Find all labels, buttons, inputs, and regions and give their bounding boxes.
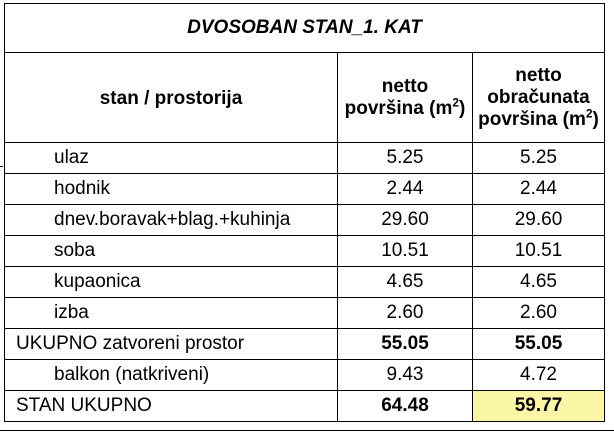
subtotal-calc-cell[interactable]: 55.05 <box>473 329 605 360</box>
calc-cell[interactable]: 4.65 <box>473 267 605 298</box>
header-netto-line2: površina (m <box>344 97 453 119</box>
calc-cell[interactable]: 2.44 <box>473 174 605 205</box>
grand-total-netto-cell[interactable]: 64.48 <box>338 391 473 422</box>
netto-cell[interactable]: 5.25 <box>338 143 473 174</box>
header-calc-line3: površina (m <box>478 108 586 130</box>
table-row <box>5 174 605 205</box>
table-title-row <box>5 4 605 53</box>
header-calc-close: ) <box>592 108 599 130</box>
subtotal-row <box>5 329 605 360</box>
header-netto-area[interactable] <box>338 53 473 143</box>
header-calc-line2: obračunata <box>487 86 590 108</box>
netto-cell[interactable]: 29.60 <box>338 205 473 236</box>
calc-cell[interactable]: 29.60 <box>473 205 605 236</box>
header-row <box>5 53 605 143</box>
room-name-cell[interactable]: izba <box>5 298 338 329</box>
room-name-cell[interactable]: dnev.boravak+blag.+kuhinja <box>5 205 338 236</box>
table-title[interactable]: DVOSOBAN STAN_1. KAT <box>5 4 605 53</box>
header-calc-line1: netto <box>515 64 562 86</box>
header-calc-area[interactable] <box>473 53 605 143</box>
netto-cell[interactable]: 2.60 <box>338 298 473 329</box>
header-calc-sup: 2 <box>585 106 593 121</box>
room-name-cell[interactable]: soba <box>5 236 338 267</box>
cell-border-fragment <box>0 166 3 167</box>
table-row <box>5 236 605 267</box>
netto-cell[interactable]: 4.65 <box>338 267 473 298</box>
room-name-cell[interactable]: kupaonica <box>5 267 338 298</box>
table-row <box>5 205 605 236</box>
calc-cell[interactable]: 5.25 <box>473 143 605 174</box>
calc-cell[interactable]: 2.60 <box>473 298 605 329</box>
header-netto-close: ) <box>459 97 466 119</box>
cell-border-fragment <box>0 430 614 431</box>
header-netto-line1: netto <box>381 75 429 97</box>
room-name-cell[interactable]: hodnik <box>5 174 338 205</box>
room-name-cell[interactable]: balkon (natkriveni) <box>5 360 338 391</box>
subtotal-netto-cell[interactable]: 55.05 <box>338 329 473 360</box>
header-netto-sup: 2 <box>452 95 460 110</box>
netto-cell[interactable]: 2.44 <box>338 174 473 205</box>
table-row <box>5 298 605 329</box>
table-row <box>5 360 605 391</box>
table-row <box>5 267 605 298</box>
apartment-area-table <box>4 3 605 422</box>
table-row <box>5 143 605 174</box>
subtotal-name-cell[interactable]: UKUPNO zatvoreni prostor <box>5 329 338 360</box>
grand-total-calc-cell[interactable]: 59.77 <box>473 391 605 422</box>
grand-total-row <box>5 391 605 422</box>
room-name-cell[interactable]: ulaz <box>5 143 338 174</box>
header-room-name[interactable]: stan / prostorija <box>5 53 338 143</box>
grand-total-name-cell[interactable]: STAN UKUPNO <box>5 391 338 422</box>
calc-cell[interactable]: 4.72 <box>473 360 605 391</box>
calc-cell[interactable]: 10.51 <box>473 236 605 267</box>
netto-cell[interactable]: 9.43 <box>338 360 473 391</box>
netto-cell[interactable]: 10.51 <box>338 236 473 267</box>
